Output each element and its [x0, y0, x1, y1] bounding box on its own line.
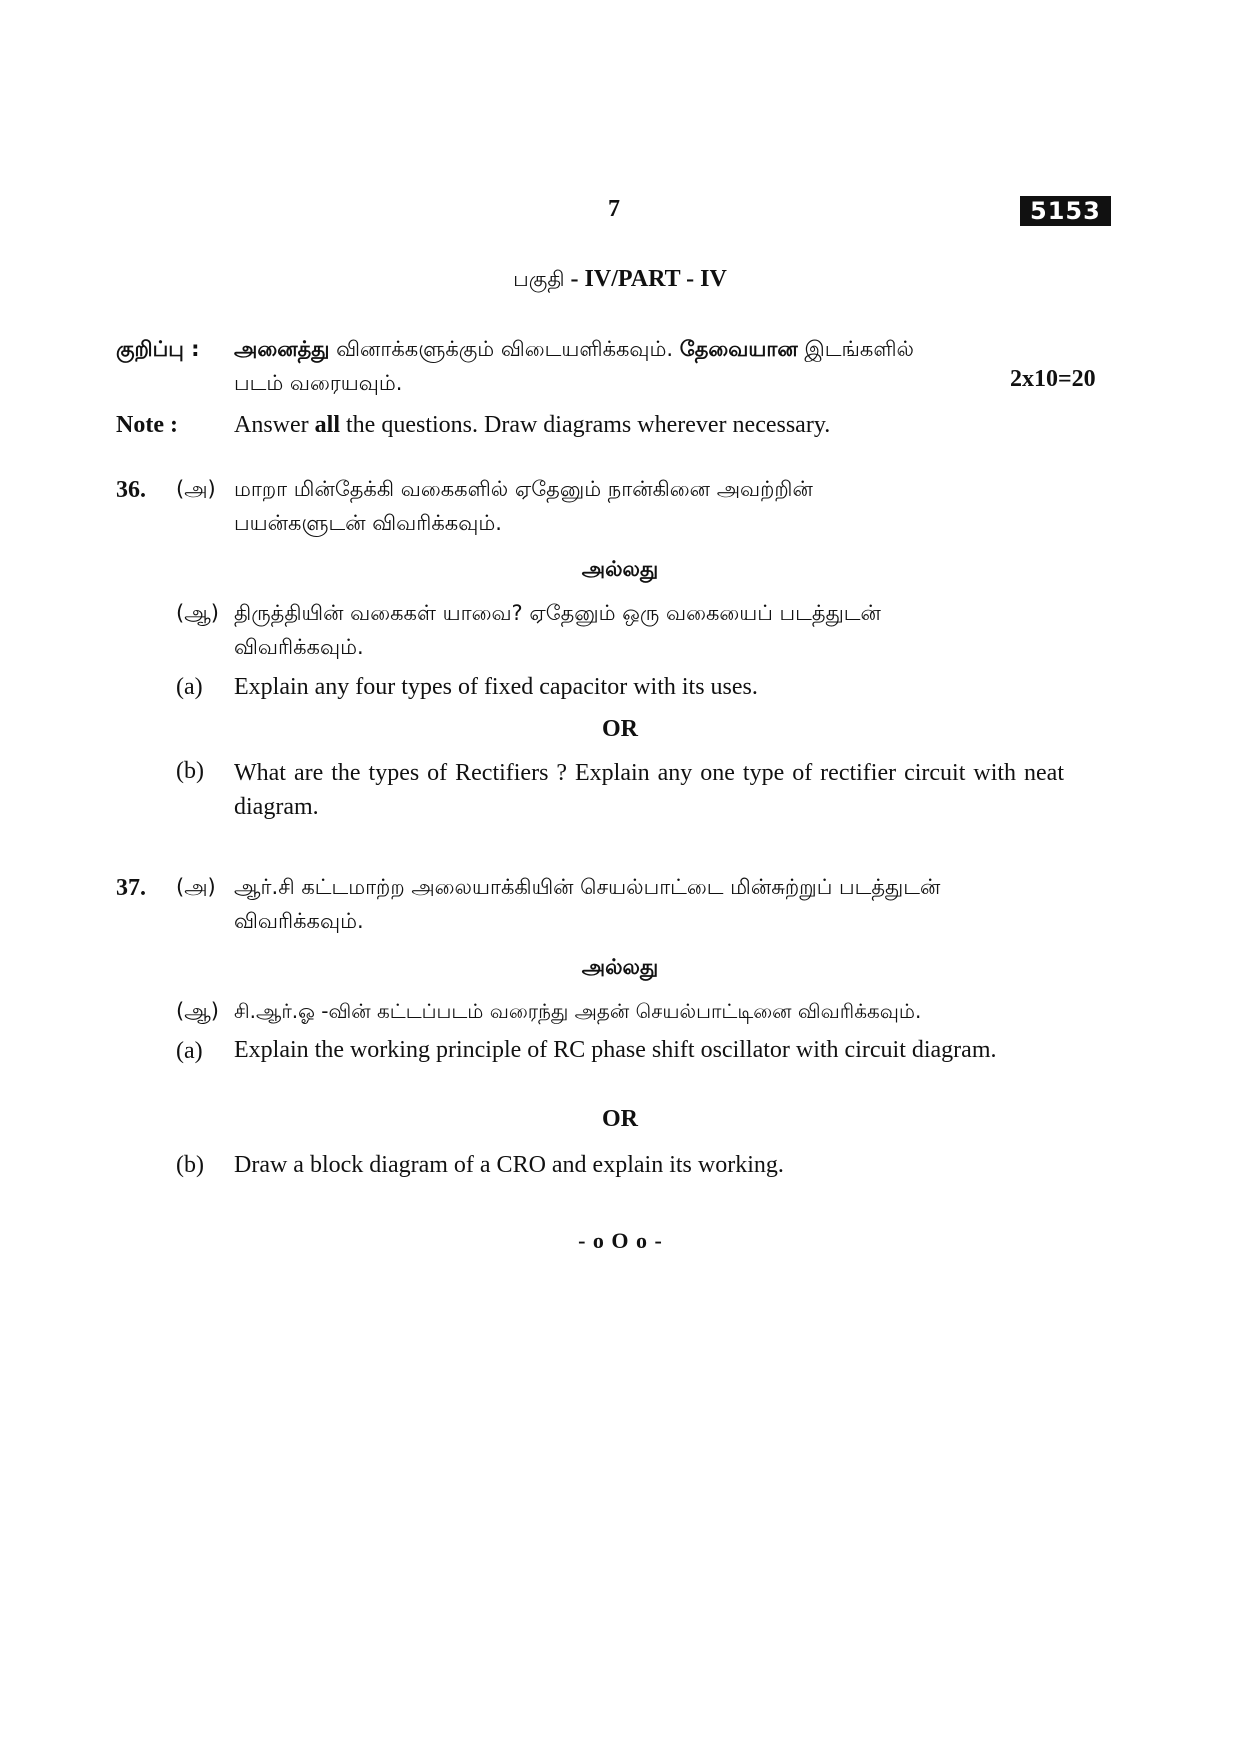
note-english-label: Note :	[116, 412, 178, 438]
question-number: 37.	[116, 875, 146, 901]
note-tamil-text1: வினாக்களுக்கும் விடையளிக்கவும்.	[329, 337, 680, 361]
question-number: 36.	[116, 477, 146, 503]
or-english: OR	[602, 1106, 638, 1132]
question-tamil-a: மாறா மின்தேக்கி வகைகளில் ஏதேனும் நான்கினை அவற்றின்	[234, 477, 813, 501]
or-english: OR	[602, 716, 638, 742]
option-label: (ஆ)	[176, 601, 219, 625]
option-label: (அ)	[176, 477, 216, 501]
note-tamil-text2: இடங்களில்	[797, 337, 914, 361]
option-label: (a)	[176, 674, 203, 700]
note-tamil-bold2: தேவையான	[679, 337, 798, 361]
question-tamil-b-line2: விவரிக்கவும்.	[234, 635, 364, 659]
note-english-text	[234, 410, 1094, 440]
note-tamil-bold1: அனைத்து	[234, 337, 330, 361]
note-english-after: the questions. Draw diagrams wherever necessary.	[340, 412, 831, 438]
note-tamil-label: குறிப்பு :	[116, 337, 200, 361]
option-label: (b)	[176, 758, 204, 784]
question-tamil-b: திருத்தியின் வகைகள் யாவை? ஏதேனும் ஒரு வகையைப் படத்துடன்	[234, 601, 881, 625]
or-tamil: அல்லது	[581, 955, 659, 979]
end-of-paper-mark: - o O o -	[578, 1228, 662, 1253]
part-title-tamil: பகுதி	[513, 267, 565, 291]
question-tamil-a-line2: விவரிக்கவும்.	[234, 909, 364, 933]
page-number: 7	[608, 196, 620, 222]
question-tamil-a-line2: பயன்களுடன் விவரிக்கவும்.	[234, 511, 502, 535]
note-tamil-line2: படம் வரையவும்.	[234, 371, 403, 395]
question-english-a: Explain any four types of fixed capacitor with its uses.	[234, 674, 758, 700]
question-tamil-a: ஆர்.சி கட்டமாற்ற அலையாக்கியின் செயல்பாட்டை மின்சுற்றுப் படத்துடன்	[234, 875, 941, 899]
question-english-a: Explain the working principle of RC phase shift oscillator with circuit diagram.	[234, 1037, 997, 1063]
or-tamil: அல்லது	[581, 557, 659, 581]
note-tamil-line1	[234, 332, 1074, 366]
note-english-bold: all	[314, 412, 340, 438]
question-english-b: What are the types of Rectifiers ? Explain any one type of rectifier circuit with neat diagram.	[234, 760, 1064, 820]
option-label: (ஆ)	[176, 999, 219, 1023]
option-label: (b)	[176, 1152, 204, 1178]
option-label: (a)	[176, 1038, 203, 1064]
marks-allocation: 2x10=20	[1010, 366, 1096, 392]
question-tamil-b: சி.ஆர்.ஓ -வின் கட்டப்படம் வரைந்து அதன் செயல்பாட்டினை விவரிக்கவும்.	[234, 999, 922, 1023]
question-english-b: Draw a block diagram of a CRO and explain its working.	[234, 1152, 784, 1178]
part-title-english: - IV/PART - IV	[564, 266, 727, 292]
part-title	[0, 262, 1240, 296]
option-label: (அ)	[176, 875, 216, 899]
paper-code-badge: 5153	[1020, 196, 1111, 226]
note-english-before: Answer	[234, 412, 315, 438]
